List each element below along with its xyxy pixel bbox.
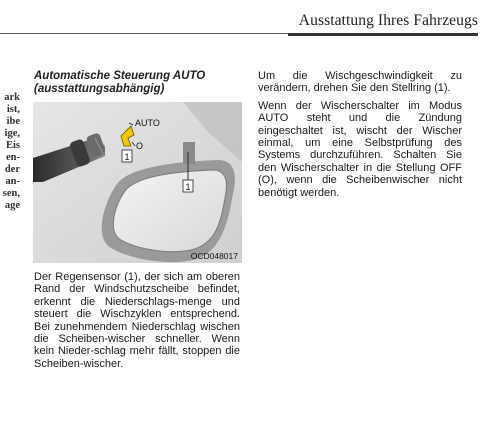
- sensor-callout-number: 1: [185, 182, 191, 192]
- previous-page-text-fragment: [0, 92, 20, 212]
- ring-callout-number: 1: [124, 152, 130, 162]
- fragment-line: an-: [5, 176, 20, 187]
- left-paragraph: Der Regensensor (1), der sich am oberen Rand der Windschutzscheibe befindet, erkennt die Niederschlags-menge und steuert die Wischzyklen entsprechend. Bei zunehmendem Niederschlag wischen die Scheiben-wischer schneller. Wenn kein Nieder-schlag mehr fällt, stoppen die Scheiben-wischer.: [34, 271, 240, 370]
- left-body-text: [34, 271, 240, 370]
- right-paragraph-1: Um die Wischgeschwindigkeit zu verändern, drehen Sie den Stellring (1).: [258, 70, 462, 95]
- fragment-line: ige,: [4, 128, 20, 139]
- right-body-text: [258, 70, 462, 204]
- rain-sensor-figure: [33, 102, 242, 263]
- fragment-line: en-: [6, 152, 20, 163]
- page-header-title: Ausstattung Ihres Fahrzeugs: [298, 12, 478, 29]
- fragment-line: der: [4, 164, 20, 175]
- figure-code: OCD048017: [190, 251, 238, 261]
- rain-sensor-illustration: [33, 102, 242, 263]
- fragment-line: ibe: [6, 116, 20, 127]
- fragment-line: ark: [4, 92, 20, 103]
- fragment-line: ist,: [6, 104, 20, 115]
- label-off: O: [136, 141, 144, 151]
- right-paragraph-2: Wenn der Wischerschalter im Modus AUTO steht und die Zündung eingeschaltet ist, wischt der Wischer einmal, um eine Selbstprüfung des Systems durchzuführen. Schalten Sie den Wischerschalter in die Stellung OFF (O), wenn die Scheibenwischer nicht benötigt werden.: [258, 99, 462, 199]
- label-auto: AUTO: [135, 118, 160, 128]
- header-accent-bar: [288, 33, 478, 36]
- fragment-line: Eis: [5, 140, 20, 151]
- fragment-line: sen,: [2, 188, 20, 199]
- fragment-line: age: [4, 200, 20, 211]
- section-heading: Automatische Steuerung AUTO (ausstattungsabhängig): [34, 70, 206, 95]
